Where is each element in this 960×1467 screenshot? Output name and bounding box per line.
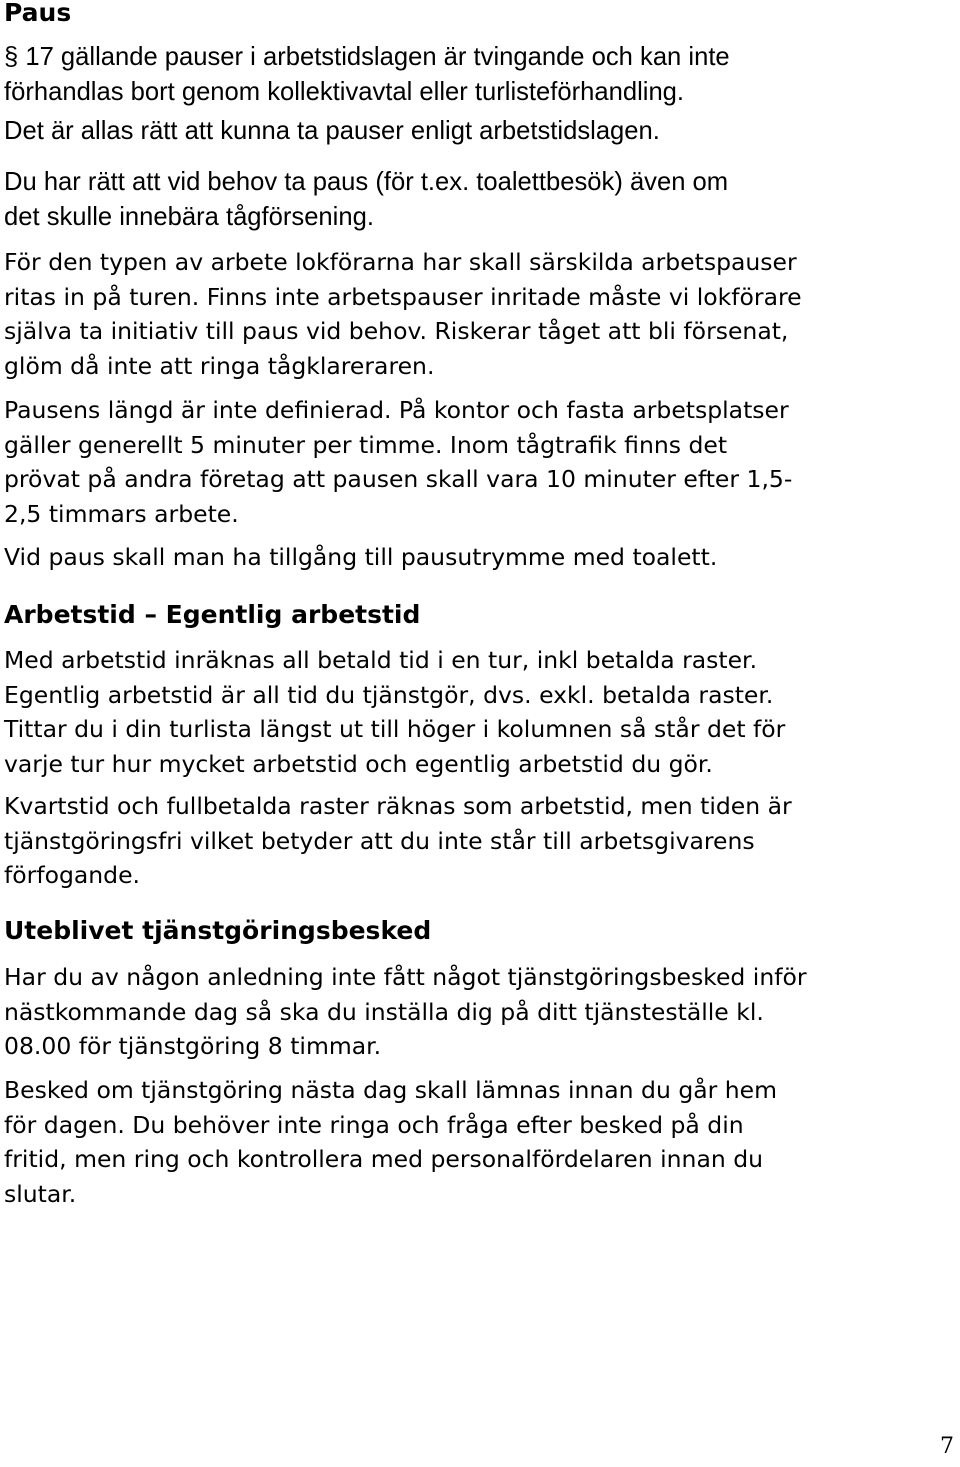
text-line: Pausens längd är inte definierad. På kontor och fasta arbetsplatser	[4, 396, 789, 424]
text-line: 2,5 timmars arbete.	[4, 499, 239, 528]
text-line: slutar.	[4, 1179, 77, 1208]
paragraph	[4, 393, 954, 531]
text-line: Besked om tjänstgöring nästa dag skall lämnas innan du går hem	[4, 1076, 778, 1104]
paragraph	[4, 40, 954, 109]
text-line: Du har rätt att vid behov ta paus (för t.ex. toalettbesök) även om	[4, 168, 729, 196]
text-line: Har du av någon anledning inte fått något tjänstgöringsbesked inför	[4, 963, 807, 991]
section-heading-arbetstid: Arbetstid – Egentlig arbetstid	[4, 600, 421, 629]
text-line: det skulle innebära tågförsening.	[4, 202, 374, 231]
section-heading-paus: Paus	[4, 0, 72, 27]
text-line: Vid paus skall man ha tillgång till pausutrymme med toalett.	[4, 543, 718, 571]
paragraph	[4, 245, 954, 383]
text-line: själva ta initiativ till paus vid behov. Riskerar tåget att bli försenat,	[4, 317, 789, 345]
paragraph	[4, 1073, 954, 1211]
text-line: förhandlas bort genom kollektivavtal eller turlisteförhandling.	[4, 77, 685, 106]
paragraph	[4, 114, 954, 149]
text-line: 08.00 för tjänstgöring 8 timmar.	[4, 1032, 382, 1060]
paragraph	[4, 960, 954, 1064]
text-line: glöm då inte att ringa tågklareraren.	[4, 351, 435, 380]
text-line: prövat på andra företag att pausen skall vara 10 minuter efter 1,5-	[4, 465, 793, 493]
text-line: tjänstgöringsfri vilket betyder att du inte står till arbetsgivarens	[4, 826, 755, 855]
text-line: Det är allas rätt att kunna ta pauser enligt arbetstidslagen.	[4, 117, 660, 145]
text-line: Kvartstid och fullbetalda raster räknas som arbetstid, men tiden är	[4, 792, 792, 820]
text-line: nästkommande dag så ska du inställa dig på ditt tjänsteställe kl.	[4, 997, 764, 1026]
text-line: § 17 gällande pauser i arbetstidslagen är tvingande och kan inte	[4, 43, 730, 71]
text-line: Tittar du i din turlista längst ut till höger i kolumnen så står det för	[4, 715, 786, 743]
section-heading-uteblivet: Uteblivet tjänstgöringsbesked	[4, 916, 432, 945]
text-line: ritas in på turen. Finns inte arbetspauser inritade måste vi lokförare	[4, 282, 802, 311]
text-line: för dagen. Du behöver inte ringa och fråga efter besked på din	[4, 1110, 744, 1139]
text-line: Egentlig arbetstid är all tid du tjänstgör, dvs. exkl. betalda raster.	[4, 680, 774, 709]
paragraph	[4, 643, 954, 781]
page-number: 7	[940, 1434, 954, 1459]
paragraph	[4, 540, 954, 575]
text-line: gäller generellt 5 minuter per timme. Inom tågtrafik finns det	[4, 430, 728, 459]
paragraph	[4, 165, 954, 234]
text-line: varje tur hur mycket arbetstid och egentlig arbetstid du gör.	[4, 749, 713, 778]
text-line: fritid, men ring och kontrollera med personalfördelaren innan du	[4, 1145, 764, 1173]
paragraph	[4, 789, 954, 893]
text-line: För den typen av arbete lokförarna har skall särskilda arbetspauser	[4, 248, 797, 276]
text-line: förfogande.	[4, 861, 141, 889]
text-line: Med arbetstid inräknas all betald tid i en tur, inkl betalda raster.	[4, 646, 758, 674]
